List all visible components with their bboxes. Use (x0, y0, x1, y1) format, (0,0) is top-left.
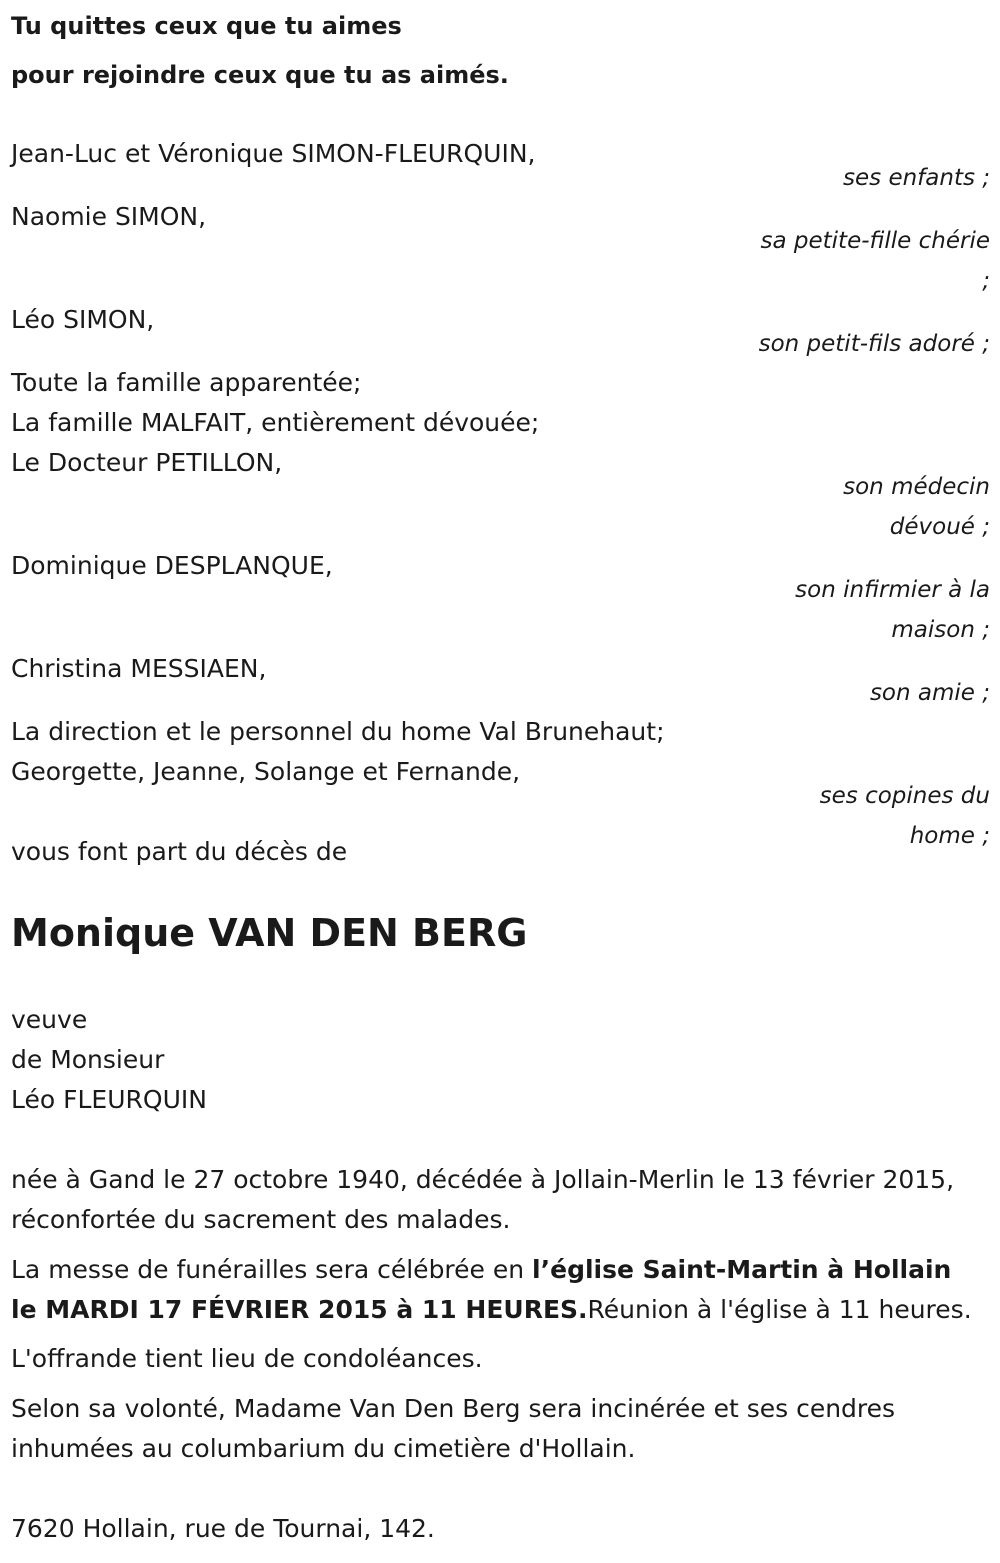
mass-line (11, 1250, 951, 1290)
mass-intro: La messe de funérailles sera célébrée en (11, 1255, 533, 1284)
mourner-name: Le Docteur PETILLON, (11, 448, 283, 477)
widow-line: de Monsieur (11, 1045, 165, 1074)
mourner-relation: maison ; (891, 617, 990, 643)
mourner-relation: son petit-fils adoré ; (758, 331, 990, 357)
church-name: l’église Saint-Martin à Hollain (532, 1255, 952, 1284)
mass-date-line (11, 1290, 972, 1330)
mourner-name: Léo SIMON, (11, 305, 155, 334)
mass-date: le MARDI 17 FÉVRIER 2015 à 11 HEURES. (11, 1295, 588, 1324)
wish-line: Selon sa volonté, Madame Van Den Berg sera incinérée et ses cendres (11, 1394, 896, 1423)
mourner-name: Jean-Luc et Véronique SIMON-FLEURQUIN, (11, 139, 536, 168)
mourner-relation: son amie ; (869, 680, 990, 706)
widow-line: Léo FLEURQUIN (11, 1085, 207, 1114)
sacrament-line: réconfortée du sacrement des malades. (11, 1205, 511, 1234)
quote-line-1: Tu quittes ceux que tu aimes (11, 12, 402, 40)
quote-line-2: pour rejoindre ceux que tu as aimés. (11, 61, 509, 89)
address: 7620 Hollain, rue de Tournai, 142. (11, 1514, 435, 1543)
mourner-name: Georgette, Jeanne, Solange et Fernande, (11, 757, 521, 786)
mourner-relation: son médecin (843, 474, 990, 500)
mourner-name: Christina MESSIAEN, (11, 654, 267, 683)
mourner-relation: dévoué ; (889, 514, 990, 540)
offering-line: L'offrande tient lieu de condoléances. (11, 1344, 483, 1373)
mourner-relation: son infirmier à la (795, 577, 990, 603)
mourner-name: La direction et le personnel du home Val Brunehaut; (11, 717, 665, 746)
announcement: vous font part du décès de (11, 837, 348, 866)
wish-line: inhumées au columbarium du cimetière d'Hollain. (11, 1434, 636, 1463)
birth-death-line: née à Gand le 27 octobre 1940, décédée à Jollain-Merlin le 13 février 2015, (11, 1165, 955, 1194)
mourner-relation: ses copines du (819, 783, 990, 809)
mourner-relation: ses enfants ; (843, 165, 990, 191)
mourner-name: La famille MALFAIT, entièrement dévouée; (11, 408, 540, 437)
meeting-info: Réunion à l'église à 11 heures. (587, 1295, 972, 1324)
mourner-relation: home ; (909, 823, 990, 849)
mourner-relation: sa petite-fille chérie (760, 228, 990, 254)
mourner-name: Naomie SIMON, (11, 202, 207, 231)
mourner-relation: ; (982, 268, 990, 294)
mourner-name: Toute la famille apparentée; (11, 368, 362, 397)
deceased-name: Monique VAN DEN BERG (11, 911, 528, 955)
widow-line: veuve (11, 1005, 88, 1034)
mourner-name: Dominique DESPLANQUE, (11, 551, 333, 580)
